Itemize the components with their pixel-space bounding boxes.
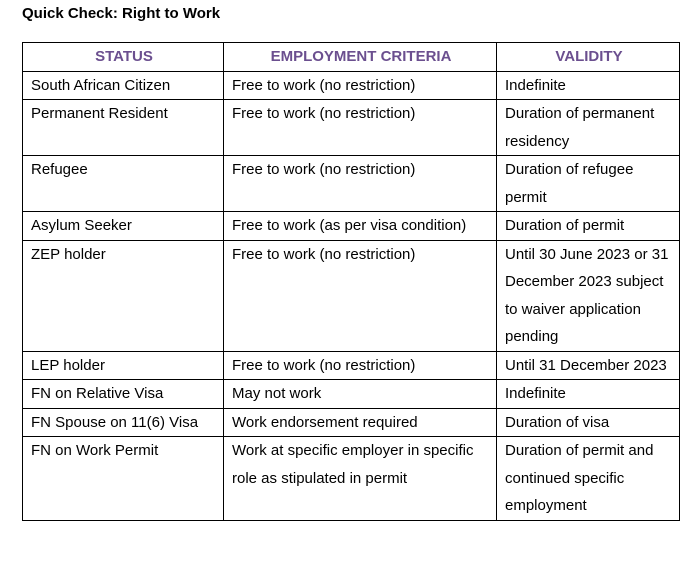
criteria-cell: Free to work (no restriction) bbox=[224, 156, 497, 212]
status-cell: Asylum Seeker bbox=[23, 212, 224, 241]
validity-cell: Until 31 December 2023 bbox=[497, 351, 680, 380]
criteria-cell: Free to work (as per visa condition) bbox=[224, 212, 497, 241]
validity-cell: Duration of permit and continued specific employment bbox=[497, 437, 680, 521]
table-header-row bbox=[23, 43, 680, 72]
criteria-cell: Work endorsement required bbox=[224, 408, 497, 437]
criteria-cell: May not work bbox=[224, 380, 497, 409]
table-row bbox=[23, 351, 680, 380]
table-row bbox=[23, 212, 680, 241]
criteria-cell: Work at specific employer in specific role as stipulated in permit bbox=[224, 437, 497, 521]
status-cell: FN on Relative Visa bbox=[23, 380, 224, 409]
validity-cell: Duration of permit bbox=[497, 212, 680, 241]
validity-cell: Duration of refugee permit bbox=[497, 156, 680, 212]
status-cell: Permanent Resident bbox=[23, 100, 224, 156]
header-employment-criteria: EMPLOYMENT CRITERIA bbox=[224, 43, 497, 72]
page-title: Quick Check: Right to Work bbox=[22, 5, 221, 22]
status-cell: Refugee bbox=[23, 156, 224, 212]
header-status: STATUS bbox=[23, 43, 224, 72]
criteria-cell: Free to work (no restriction) bbox=[224, 351, 497, 380]
table-row bbox=[23, 71, 680, 100]
status-cell: LEP holder bbox=[23, 351, 224, 380]
validity-cell: Until 30 June 2023 or 31 December 2023 subject to waiver application pending bbox=[497, 240, 680, 351]
status-cell: ZEP holder bbox=[23, 240, 224, 351]
table-row bbox=[23, 156, 680, 212]
validity-cell: Indefinite bbox=[497, 380, 680, 409]
validity-cell: Indefinite bbox=[497, 71, 680, 100]
status-cell: FN on Work Permit bbox=[23, 437, 224, 521]
criteria-cell: Free to work (no restriction) bbox=[224, 240, 497, 351]
table-row bbox=[23, 437, 680, 521]
validity-cell: Duration of permanent residency bbox=[497, 100, 680, 156]
right-to-work-table bbox=[22, 42, 680, 521]
table-row bbox=[23, 240, 680, 351]
status-cell: FN Spouse on 11(6) Visa bbox=[23, 408, 224, 437]
table-row bbox=[23, 100, 680, 156]
header-validity: VALIDITY bbox=[497, 43, 680, 72]
table-row bbox=[23, 408, 680, 437]
validity-cell: Duration of visa bbox=[497, 408, 680, 437]
criteria-cell: Free to work (no restriction) bbox=[224, 71, 497, 100]
criteria-cell: Free to work (no restriction) bbox=[224, 100, 497, 156]
status-cell: South African Citizen bbox=[23, 71, 224, 100]
table-row bbox=[23, 380, 680, 409]
